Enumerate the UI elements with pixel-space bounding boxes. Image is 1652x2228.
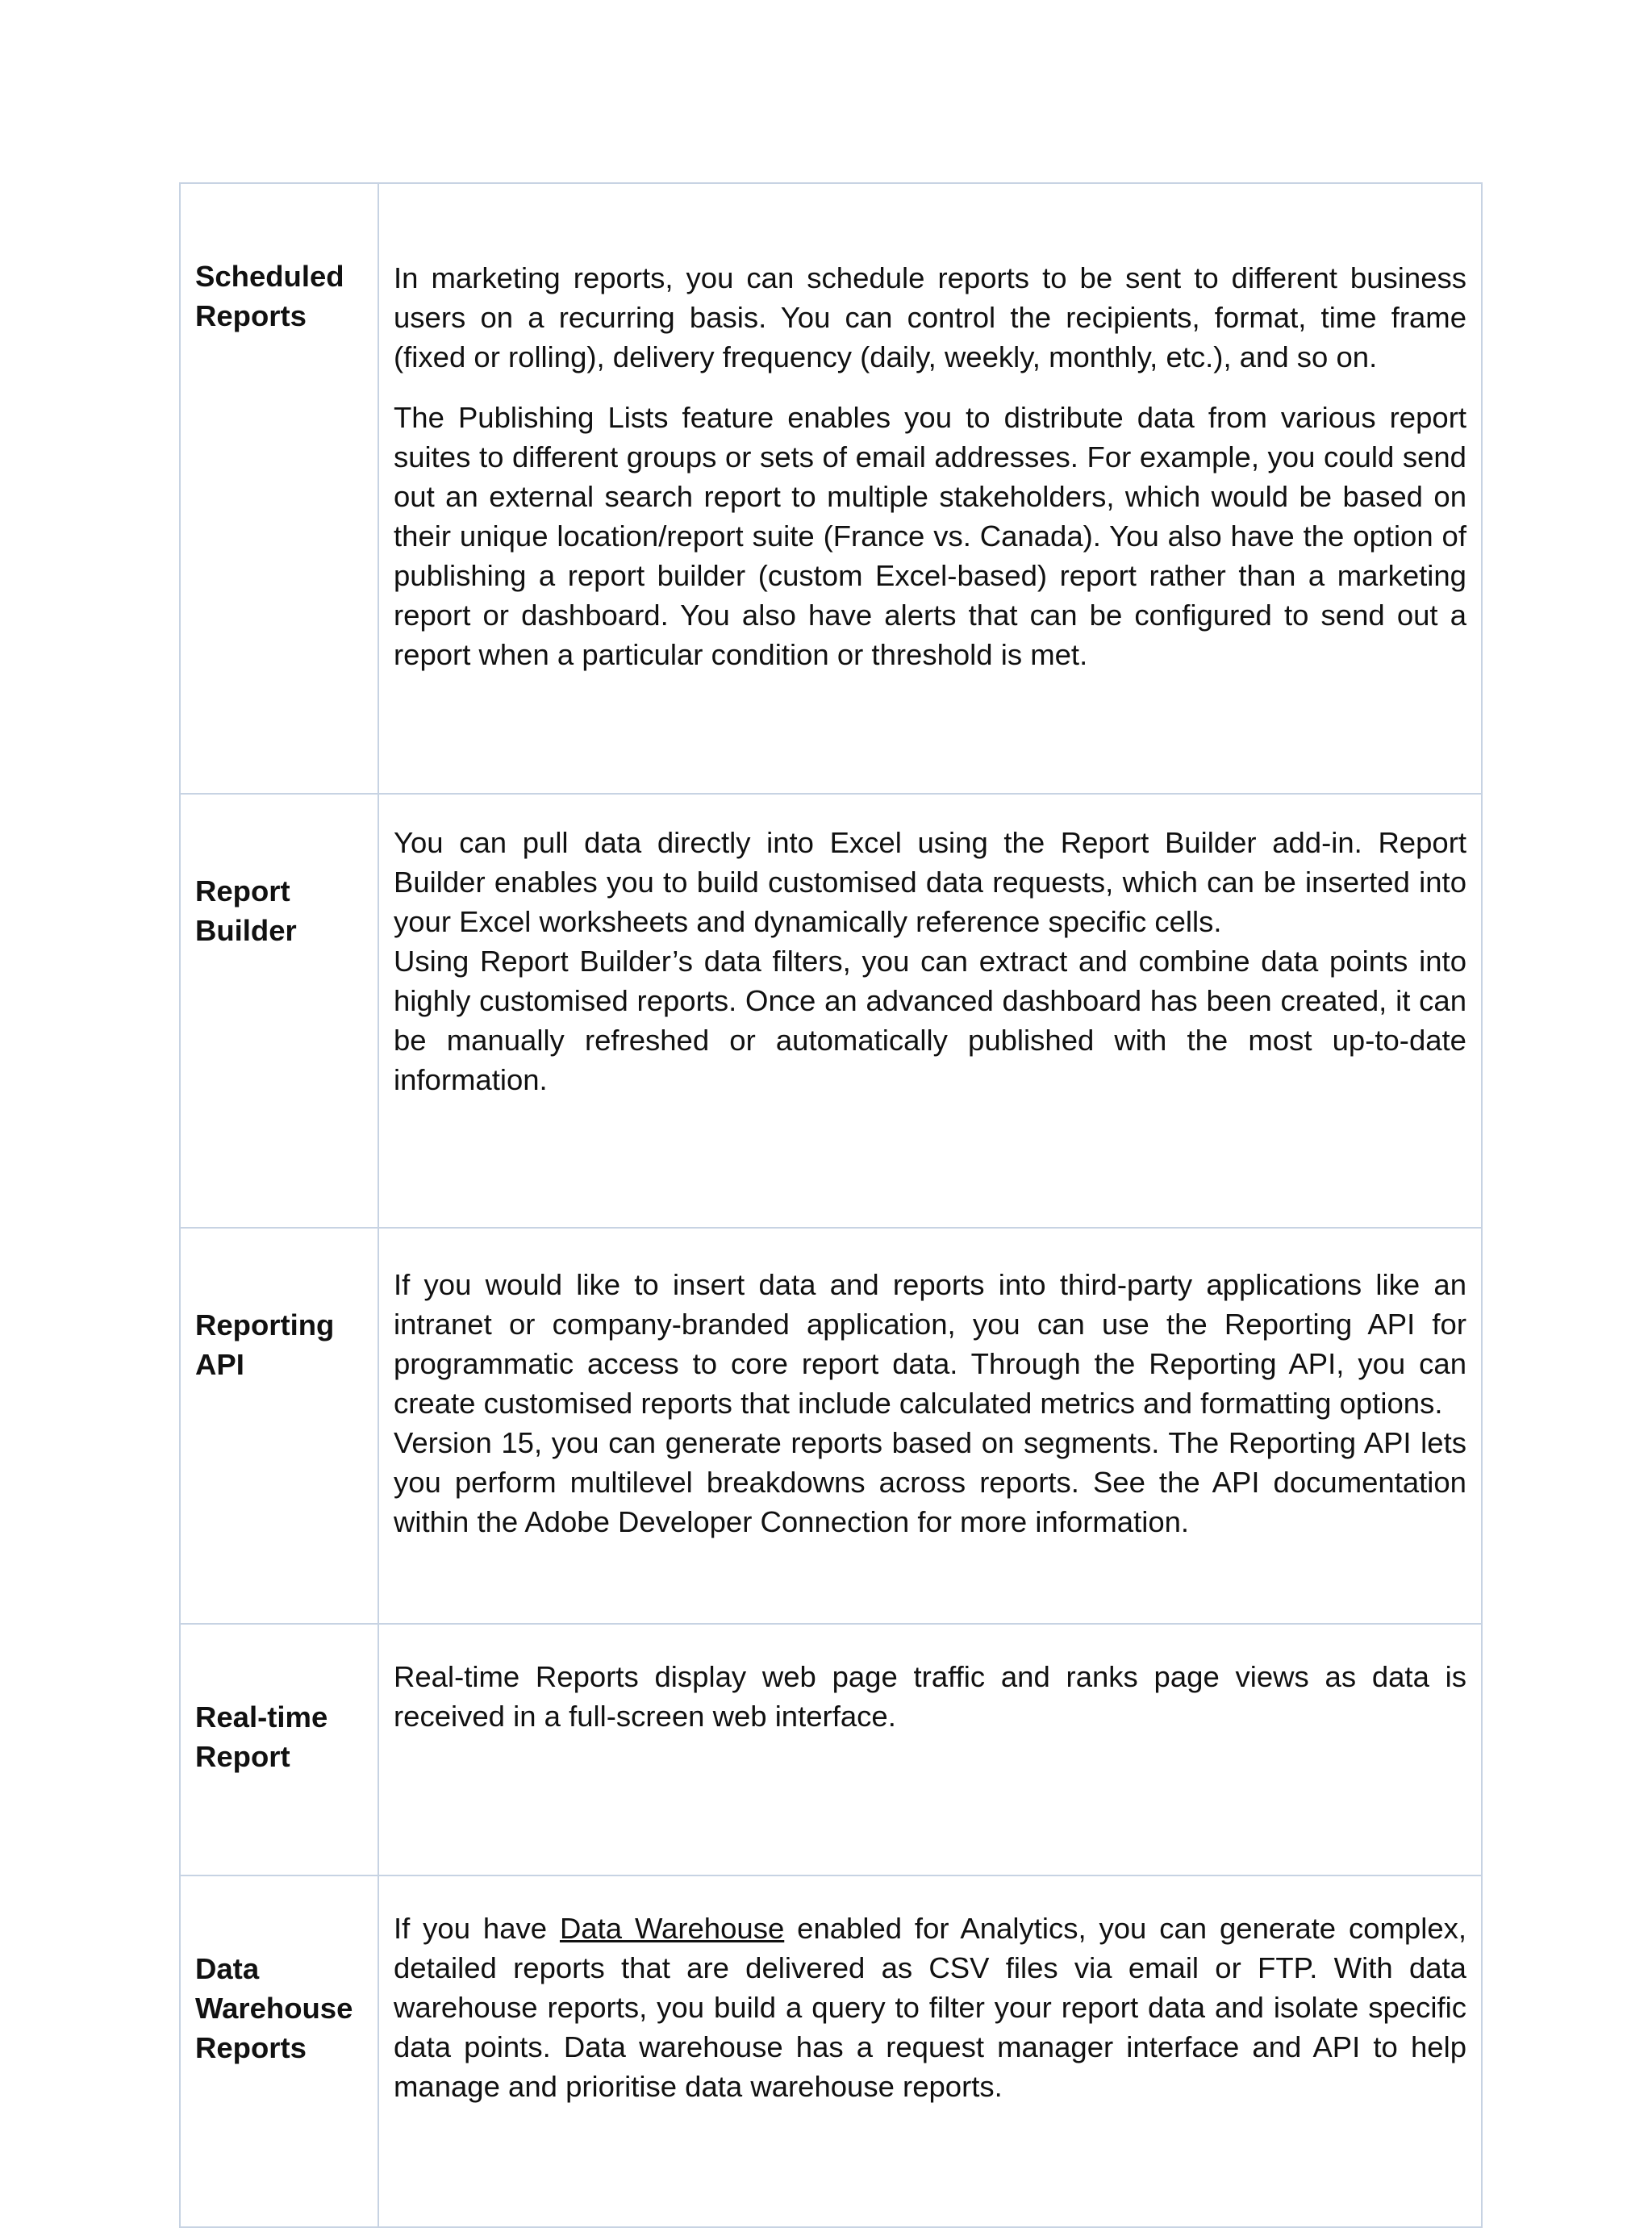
row-description xyxy=(378,1624,1482,1875)
row-label-line: Report xyxy=(195,874,290,907)
table-row-reporting-api xyxy=(180,1228,1482,1624)
description-paragraph: The Publishing Lists feature enables you to distribute data from various report suites to different groups or sets of email addresses. For example, you could send out an external search report to multiple stakeholders, which would be based on their unique location/report suite (France vs. Canada). You also have the option of publishing a report builder (custom Excel-based) report rather than a marketing report or dashboard. You also have alerts that can be configured to send out a report when a particular condition or threshold is met. xyxy=(394,401,1466,671)
row-label xyxy=(180,794,378,1228)
row-description xyxy=(378,1875,1482,2227)
description-paragraph: Real-time Reports display web page traffic and ranks page views as data is received in a full-screen web interface. xyxy=(394,1660,1466,1733)
paragraph-text: enabled for Analytics, you can generate complex, detailed reports that are delivered as CSV files via email or FTP. With data warehouse reports, you build a query to filter your report data and isolate specific data points. Data warehouse has a request manager interface and API to help manage and prioritise data warehouse reports. xyxy=(394,1912,1467,2103)
row-label-line: Scheduled xyxy=(195,260,344,293)
row-label-line: Data xyxy=(195,1952,260,1985)
table-row-data-warehouse-reports xyxy=(180,1875,1482,2227)
row-label-line: API xyxy=(195,1348,244,1381)
row-label-line: Reporting xyxy=(195,1308,335,1341)
description-paragraph: Version 15, you can generate reports based on segments. The Reporting API lets you perform multilevel breakdowns across reports. See the API documentation within the Adobe Developer Connection for more information. xyxy=(394,1426,1466,1538)
report-types-table xyxy=(179,182,1483,2228)
description-paragraph xyxy=(394,1909,1466,2106)
description-paragraph: Using Report Builder’s data filters, you can extract and combine data points into highly customised reports. Once an advanced dashboard has been created, it can be manually refreshed or automatically published with the most up-to-date information. xyxy=(394,945,1466,1096)
row-label-line: Reports xyxy=(195,2031,307,2064)
description-paragraph: You can pull data directly into Excel using the Report Builder add-in. Report Builder enables you to build customised data requests, which can be inserted into your Excel worksheets and dynamically reference specific cells. xyxy=(394,826,1466,938)
description-paragraph: If you would like to insert data and reports into third-party applications like an intranet or company-branded application, you can use the Reporting API for programmatic access to core report data. Through the Reporting API, you can create customised reports that include calculated metrics and formatting options. xyxy=(394,1268,1466,1420)
row-description xyxy=(378,1228,1482,1624)
table-row-scheduled-reports xyxy=(180,183,1482,794)
row-label xyxy=(180,1875,378,2227)
row-description xyxy=(378,183,1482,794)
row-label-line: Reports xyxy=(195,299,307,332)
row-label-line: Warehouse xyxy=(195,1992,353,2025)
row-label-line: Report xyxy=(195,1740,290,1773)
row-label xyxy=(180,1228,378,1624)
table-row-report-builder xyxy=(180,794,1482,1228)
row-label-line: Real-time xyxy=(195,1700,328,1734)
table-row-real-time-report xyxy=(180,1624,1482,1875)
description-paragraph: In marketing reports, you can schedule reports to be sent to different business users on a recurring basis. You can control the recipients, format, time frame (fixed or rolling), delivery frequency (daily, weekly, monthly, etc.), and so on. xyxy=(394,261,1466,373)
data-warehouse-link[interactable]: Data Warehouse xyxy=(559,1912,785,1945)
row-label xyxy=(180,183,378,794)
row-description xyxy=(378,794,1482,1228)
row-label-line: Builder xyxy=(195,914,297,947)
paragraph-text: If you have xyxy=(394,1912,560,1945)
row-label xyxy=(180,1624,378,1875)
